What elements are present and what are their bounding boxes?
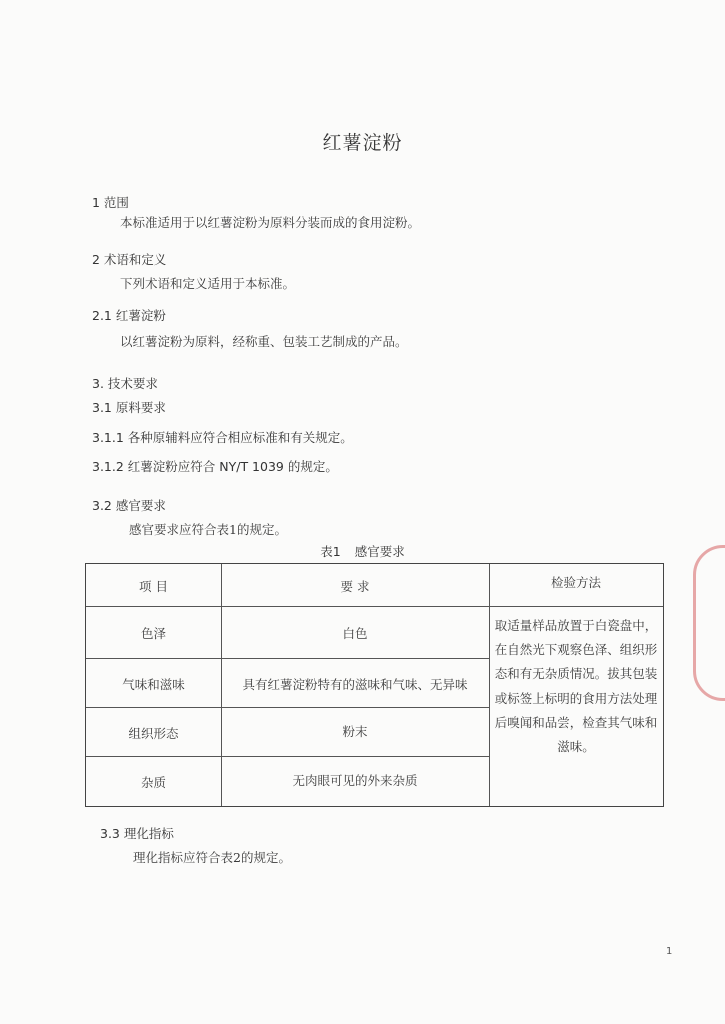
red-seal-stamp: [693, 545, 725, 701]
table-header-method: 检验方法: [550, 575, 601, 590]
section-3-1-1-text: 3.1.1 各种原辅料应符合相应标准和有关规定。: [92, 430, 353, 445]
document-title: 红薯淀粉: [322, 132, 403, 154]
table-row-requirement: 白色: [342, 626, 368, 641]
section-1-heading: 1 范围: [92, 195, 129, 210]
section-1-body: 本标准适用于以红薯淀粉为原料分装而成的食用淀粉。: [120, 215, 421, 230]
table-row-requirement: 无肉眼可见的外来杂质: [292, 773, 418, 788]
table-method-text: 取适量样品放置于白瓷盘中，在自然光下观察色泽、组织形态和有无杂质情况。拔其包装或标签上标明的食用方法处理后嗅闻和品尝，检查其气味和滋味。: [494, 618, 658, 755]
section-3-1-heading: 3.1 原料要求: [92, 400, 166, 415]
table1-caption: 表1 感官要求: [320, 544, 405, 559]
section-2-1-heading: 2.1 红薯淀粉: [92, 308, 166, 323]
table-divider: [86, 606, 663, 607]
table-row-item: 色泽: [140, 626, 166, 641]
table-row-item: 气味和滋味: [122, 677, 185, 692]
section-2-body: 下列术语和定义适用于本标准。: [120, 276, 296, 291]
table-divider: [86, 707, 489, 708]
page-number: 1: [666, 946, 673, 957]
table-row-requirement: 具有红薯淀粉特有的滋味和气味、无异味: [242, 677, 468, 692]
section-2-1-body: 以红薯淀粉为原料，经称重、包装工艺制成的产品。: [120, 334, 408, 349]
section-2-heading: 2 术语和定义: [92, 252, 167, 267]
table-row-item: 组织形态: [128, 726, 179, 741]
section-3-heading: 3. 技术要求: [92, 376, 158, 391]
table-divider: [86, 756, 489, 757]
table-divider: [86, 658, 489, 659]
section-3-2-heading: 3.2 感官要求: [92, 498, 166, 513]
table-row-requirement: 粉末: [342, 724, 368, 739]
table-row-item: 杂质: [140, 775, 166, 790]
table1-sensory-requirements: [85, 563, 664, 807]
section-3-3-heading: 3.3 理化指标: [100, 826, 174, 841]
table-header-item: 项 目: [139, 579, 168, 594]
section-3-2-body: 感官要求应符合表1的规定。: [129, 522, 287, 537]
table-header-requirement: 要 求: [340, 579, 370, 594]
section-3-3-body: 理化指标应符合表2的规定。: [133, 850, 291, 865]
section-3-1-2-text: 3.1.2 红薯淀粉应符合 NY/T 1039 的规定。: [92, 459, 338, 474]
